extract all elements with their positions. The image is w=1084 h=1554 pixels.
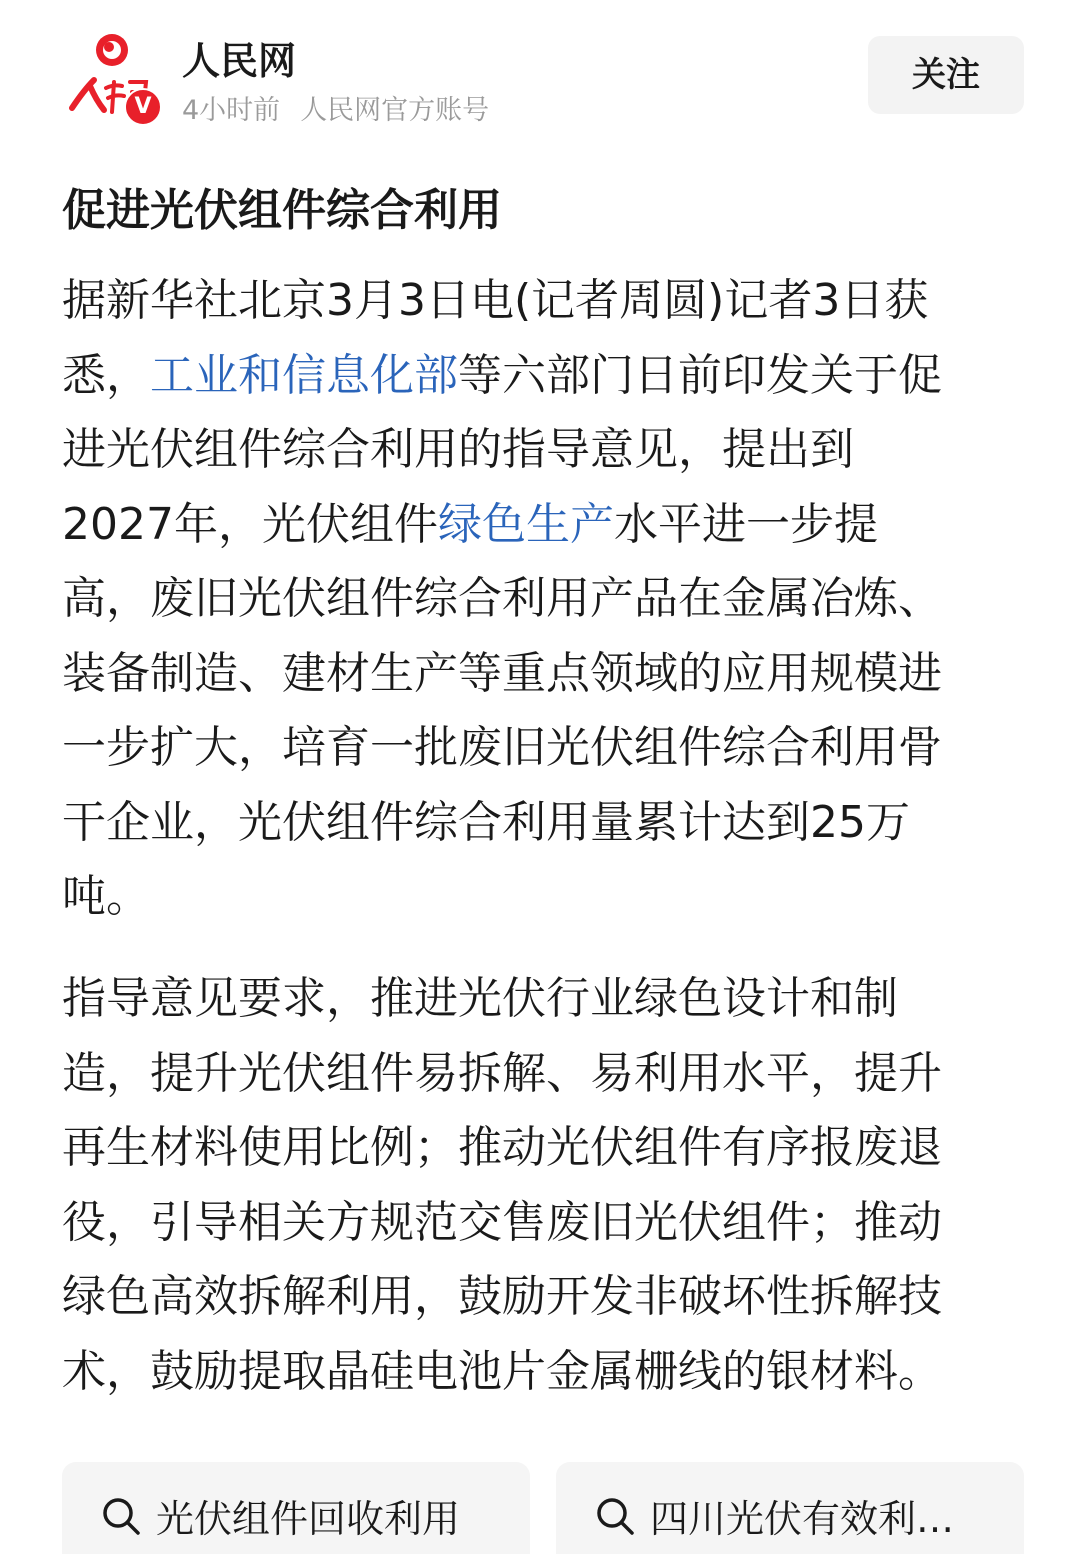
follow-button[interactable]: 关注 [868,36,1024,114]
text-segment: 等六部门日前印发关于促 [458,349,942,401]
text-segment: 水平进一步提 [613,498,878,550]
link-miit[interactable]: 工业和信息化部 [150,349,458,401]
search-icon [594,1495,636,1537]
account-header [0,0,1084,140]
related-search-chip[interactable] [556,1462,1024,1554]
text-line: 术，鼓励提取晶硅电池片金属栅线的银材料。 [62,1345,942,1397]
text-line: 据新华社北京3月3日电(记者周圆)记者3日获 [62,275,929,326]
text-line: 绿色高效拆解利用，鼓励开发非破坏性拆解技 [62,1271,942,1322]
article-paragraph [62,264,1026,935]
text-line: 一步扩大，培育一批废旧光伏组件综合利用骨 [62,722,942,773]
related-search-label: 光伏组件回收利用 [156,1497,461,1541]
text-line: 吨。 [62,871,150,922]
text-segment: 悉， [62,349,150,401]
text-line: 再生材料使用比例；推动光伏组件有序报废退 [62,1122,942,1173]
related-search-chip[interactable] [62,1462,530,1554]
text-line [62,339,1026,414]
text-segment: 2027年，光伏组件 [62,498,438,550]
text-line [62,488,1026,563]
link-green-production[interactable]: 绿色生产 [437,498,614,550]
post-meta [182,88,489,127]
text-line: 装备制造、建材生产等重点领域的应用规模进 [62,647,942,699]
text-line: 进光伏组件综合利用的指导意见，提出到 [62,424,854,475]
text-line: 干企业，光伏组件综合利用量累计达到25万 [62,796,910,848]
article-paragraph [62,962,1026,1409]
account-type: 人民网官方账号 [300,95,490,126]
text-line: 指导意见要求，推进光伏行业绿色设计和制 [62,973,898,1024]
account-name[interactable]: 人民网 [182,39,297,83]
text-line: 造，提升光伏组件易拆解、易利用水平，提升 [62,1047,942,1099]
post-time: 4小时前 [182,95,281,126]
text-line: 高，废旧光伏组件综合利用产品在金属冶炼、 [62,573,942,624]
verified-badge: V [124,88,162,126]
search-icon [100,1495,142,1537]
text-line: 役，引导相关方规范交售废旧光伏组件；推动 [62,1196,942,1248]
related-search-label: 四川光伏有效利… [650,1497,955,1541]
article-title: 促进光伏组件综合利用 [62,185,502,236]
